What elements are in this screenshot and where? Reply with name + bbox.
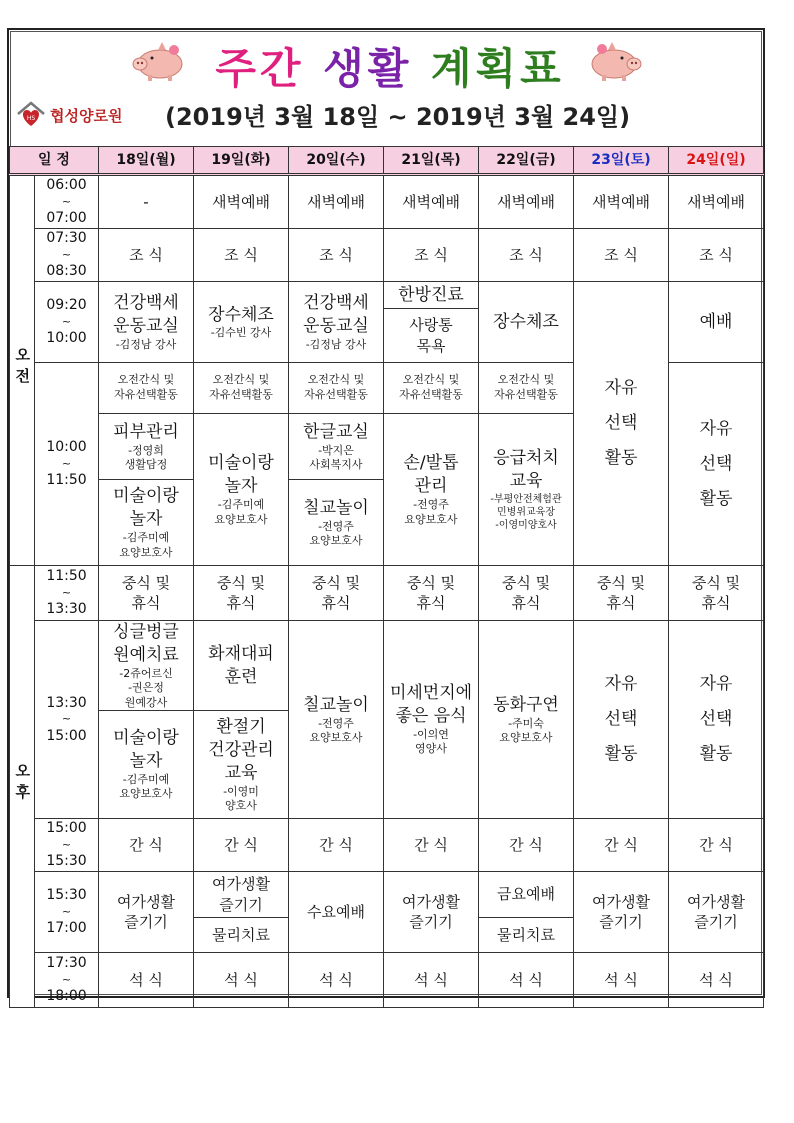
- schedule-period: (2019년 3월 18일 ~ 2019년 3월 24일): [165, 103, 631, 131]
- cell-1500-mon: 간 식: [99, 818, 194, 871]
- time-1000: 10:00 ~ 11:50: [35, 363, 99, 566]
- time-1730: 17:30 ~ 18:00: [35, 953, 99, 1008]
- cell-1530-fri-bottom: 물리치료: [479, 918, 574, 953]
- cell-1530-sun: 여가생활 즐기기: [669, 872, 764, 953]
- time-1150: 11:50 ~ 13:30: [35, 566, 99, 621]
- session-pm: 오후: [10, 566, 35, 1008]
- row-0730: [10, 229, 764, 282]
- time-0600: 06:00 ~ 07:00: [35, 175, 99, 229]
- cell-1530-tue-bottom: 물리치료: [194, 918, 289, 953]
- cell-1500-sun: 간 식: [669, 818, 764, 871]
- cell-1150-tue: 중식 및 휴식: [194, 566, 289, 621]
- cell-0730-mon: 조 식: [99, 229, 194, 282]
- header-day-wed: 20일(수): [289, 147, 384, 175]
- cell-1150-sat: 중식 및 휴식: [574, 566, 669, 621]
- cell-0730-fri: 조 식: [479, 229, 574, 282]
- row-1500: [10, 818, 764, 871]
- cell-1730-tue: 석 식: [194, 953, 289, 1008]
- cell-1730-fri: 석 식: [479, 953, 574, 1008]
- cell-0730-sun: 조 식: [669, 229, 764, 282]
- cell-sat-free-am: 자유 선택 활동: [574, 282, 669, 566]
- cell-0920-thu-bottom: 사랑통 목욕: [384, 309, 479, 363]
- cell-1000-mon-top: 피부관리 -정영희 생활담정: [99, 414, 194, 480]
- cell-1150-sun: 중식 및 휴식: [669, 566, 764, 621]
- title-part2: 생활: [323, 44, 413, 93]
- time-1330: 13:30 ~ 15:00: [35, 621, 99, 819]
- cell-sun-free-pm: 자유 선택 활동: [669, 621, 764, 819]
- cell-0920-fri: 장수체조: [479, 282, 574, 363]
- cell-1150-thu: 중식 및 휴식: [384, 566, 479, 621]
- cell-0920-wed: 건강백세 운동교실 -김정남 강사: [289, 282, 384, 363]
- cell-1330-fri: 동화구연 -주미숙 요양보호사: [479, 621, 574, 819]
- cell-1000-wed-snack: 오전간식 및 자유선택활동: [289, 363, 384, 414]
- session-am: 오전: [10, 175, 35, 566]
- header-day-thu: 21일(목): [384, 147, 479, 175]
- cell-1530-sat: 여가생활 즐기기: [574, 872, 669, 953]
- cell-0730-thu: 조 식: [384, 229, 479, 282]
- cell-1530-mon: 여가생활 즐기기: [99, 872, 194, 953]
- cell-1730-wed: 석 식: [289, 953, 384, 1008]
- cell-0920-sun: 예배: [669, 282, 764, 363]
- cell-1330-tue-top: 화재대피 훈련: [194, 621, 289, 711]
- cell-1330-tue-bottom: 환절기 건강관리 교육 -이영미 양호사: [194, 710, 289, 818]
- cell-0730-sat: 조 식: [574, 229, 669, 282]
- weekly-schedule-table: [9, 146, 764, 1008]
- org-name: 협성양로원: [50, 106, 123, 125]
- row-1530a: [10, 872, 764, 918]
- cell-0920-tue: 장수체조 -김수빈 강사: [194, 282, 289, 363]
- cell-1530-tue-top: 여가생활 즐기기: [194, 872, 289, 918]
- header-day-fri: 22일(금): [479, 147, 574, 175]
- cell-0600-sat: 새벽예배: [574, 175, 669, 229]
- cell-0600-fri: 새벽예배: [479, 175, 574, 229]
- row-0600: [10, 175, 764, 229]
- cell-1000-mon-snack: 오전간식 및 자유선택활동: [99, 363, 194, 414]
- row-1730: [10, 953, 764, 1008]
- row-1330a: [10, 621, 764, 711]
- header-day-tue: 19일(화): [194, 147, 289, 175]
- cell-0920-thu-top: 한방진료: [384, 282, 479, 309]
- cell-1730-mon: 석 식: [99, 953, 194, 1008]
- cell-1500-tue: 간 식: [194, 818, 289, 871]
- header-day-sat: 23일(토): [574, 147, 669, 175]
- time-0920: 09:20 ~ 10:00: [35, 282, 99, 363]
- cell-1150-mon: 중식 및 휴식: [99, 566, 194, 621]
- time-1530: 15:30 ~ 17:00: [35, 872, 99, 953]
- cell-1000-thu: 손/발톱 관리 -전영주 요양보호사: [384, 414, 479, 566]
- cell-1500-sat: 간 식: [574, 818, 669, 871]
- cell-1150-wed: 중식 및 휴식: [289, 566, 384, 621]
- cell-1730-sat: 석 식: [574, 953, 669, 1008]
- cell-0730-wed: 조 식: [289, 229, 384, 282]
- cell-1000-fri: 응급처치 교육 -부평안전체험관 민병위교육장 -이영미양호사: [479, 414, 574, 566]
- row-0920a: [10, 282, 764, 309]
- title-part3: 계획표: [430, 44, 565, 93]
- header-schedule: 일 정: [10, 147, 99, 175]
- cell-1330-thu: 미세먼지에 좋은 음식 -이의연 영양사: [384, 621, 479, 819]
- cell-1530-fri-top: 금요예배: [479, 872, 574, 918]
- cell-1000-wed-top: 한글교실 -박지은 사회복지사: [289, 414, 384, 480]
- cell-1530-wed: 수요예배: [289, 872, 384, 953]
- header-day-sun: 24일(일): [669, 147, 764, 175]
- header-row: [10, 147, 764, 175]
- cell-1500-wed: 간 식: [289, 818, 384, 871]
- row-1150: [10, 566, 764, 621]
- cell-1000-wed-bottom: 칠교놀이 -전영주 요양보호사: [289, 480, 384, 566]
- cell-0600-tue: 새벽예배: [194, 175, 289, 229]
- cell-1000-tue: 미술이랑 놀자 -김주미예 요양보호사: [194, 414, 289, 566]
- header-day-mon: 18일(월): [99, 147, 194, 175]
- cell-sat-free-pm: 자유 선택 활동: [574, 621, 669, 819]
- cell-1730-thu: 석 식: [384, 953, 479, 1008]
- org-logo: [16, 100, 122, 130]
- cell-1000-fri-snack: 오전간식 및 자유선택활동: [479, 363, 574, 414]
- cell-0920-mon: 건강백세 운동교실 -김정남 강사: [99, 282, 194, 363]
- cell-1330-wed: 칠교놀이 -전영주 요양보호사: [289, 621, 384, 819]
- cell-1330-mon-top: 싱글벙글 원예치료 -2쥬어르신 -권은정 원예강사: [99, 621, 194, 711]
- time-0730: 07:30 ~ 08:30: [35, 229, 99, 282]
- cell-0730-tue: 조 식: [194, 229, 289, 282]
- cell-1500-fri: 간 식: [479, 818, 574, 871]
- cell-1000-mon-bottom: 미술이랑 놀자 -김주미예 요양보호사: [99, 480, 194, 566]
- cell-sun-free-am: 자유 선택 활동: [669, 363, 764, 566]
- cell-1150-fri: 중식 및 휴식: [479, 566, 574, 621]
- time-1500: 15:00 ~ 15:30: [35, 818, 99, 871]
- cell-1000-thu-snack: 오전간식 및 자유선택활동: [384, 363, 479, 414]
- cell-1500-thu: 간 식: [384, 818, 479, 871]
- house-heart-icon: [16, 101, 46, 129]
- org-badge: HS: [26, 115, 36, 122]
- cell-0600-thu: 새벽예배: [384, 175, 479, 229]
- cell-1000-tue-snack: 오전간식 및 자유선택활동: [194, 363, 289, 414]
- cell-1730-sun: 석 식: [669, 953, 764, 1008]
- cell-0600-sun: 새벽예배: [669, 175, 764, 229]
- cell-0600-mon: -: [99, 175, 194, 229]
- title-part1: 주간: [215, 44, 305, 93]
- cell-1330-mon-bottom: 미술이랑 놀자 -김주미예 요양보호사: [99, 710, 194, 818]
- page-title: [0, 36, 780, 96]
- cell-1530-thu: 여가생활 즐기기: [384, 872, 479, 953]
- cell-0600-wed: 새벽예배: [289, 175, 384, 229]
